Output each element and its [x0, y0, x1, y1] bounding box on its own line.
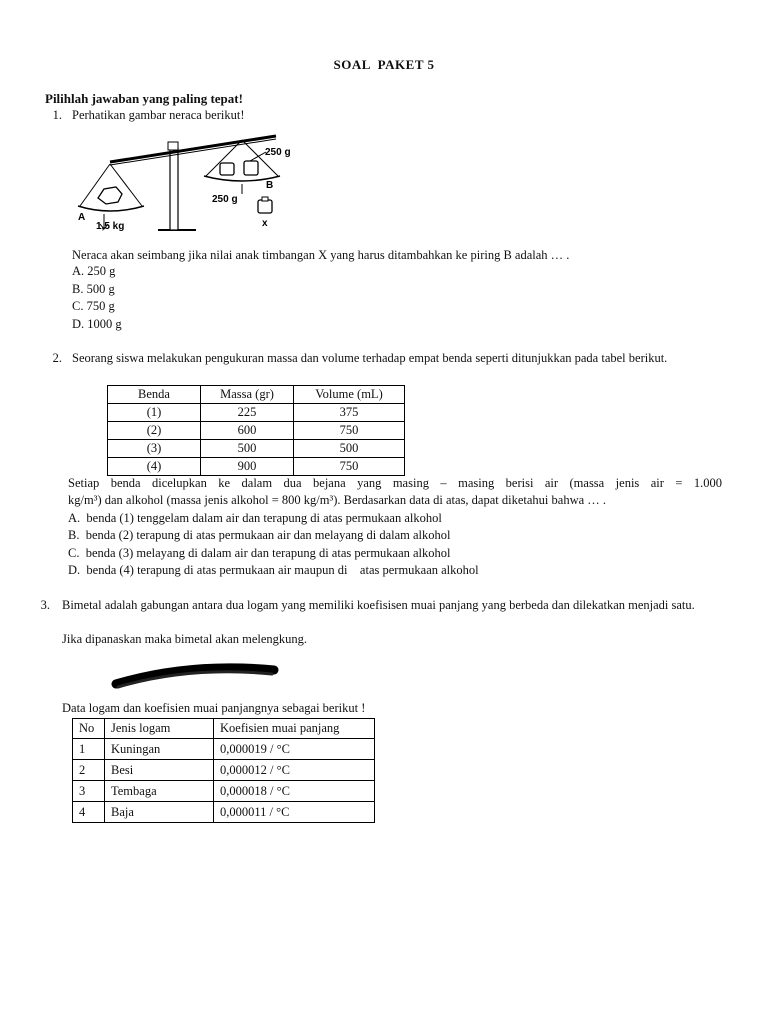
weight-b-2 [244, 161, 258, 175]
table-cell: 225 [201, 404, 294, 422]
table-header: Volume (mL) [294, 386, 405, 404]
q3-prompt-2: Jika dipanaskan maka bimetal akan melengkung. [62, 632, 308, 646]
weight-x-handle [262, 197, 268, 201]
q2-option-a: A. benda (1) tenggelam dalam air dan terapung di atas permukaan alkohol [68, 511, 442, 525]
table-header: Benda [108, 386, 201, 404]
table-row [108, 404, 405, 422]
table-header-row [73, 719, 375, 739]
table-header: Jenis logam [105, 719, 214, 739]
table-cell: 0,000019 / °C [214, 739, 375, 760]
table-cell: (3) [108, 440, 201, 458]
table-cell: 2 [73, 760, 105, 781]
q1-option-b: B. 500 g [72, 282, 115, 296]
q2-option-d: D. benda (4) terapung di atas permukaan air maupun di atas permukaan alkohol [68, 563, 479, 577]
table-row [73, 739, 375, 760]
q1-option-d: D. 1000 g [72, 317, 122, 331]
q2-option-c: C. benda (3) melayang di dalam air dan terapung di atas permukaan alkohol [68, 546, 451, 560]
table-row [73, 781, 375, 802]
table-cell: 500 [201, 440, 294, 458]
table-cell: (4) [108, 458, 201, 476]
label-a: A [78, 212, 86, 223]
table-header: No [73, 719, 105, 739]
instruction: Pilihlah jawaban yang paling tepat! [45, 91, 243, 106]
balance-scale-figure [70, 128, 320, 236]
q1-option-a: A. 250 g [72, 264, 116, 278]
label-1-5kg: 1,5 kg [96, 221, 125, 232]
table-cell: (2) [108, 422, 201, 440]
table-cell: 500 [294, 440, 405, 458]
q2-option-b: B. benda (2) terapung di atas permukaan air dan melayang di dalam alkohol [68, 528, 451, 542]
table-cell: (1) [108, 404, 201, 422]
scale-post [170, 148, 178, 230]
table-cell: Baja [105, 802, 214, 823]
table-header: Koefisien muai panjang [214, 719, 375, 739]
table-header-row [108, 386, 405, 404]
q2-question-line2: kg/m³) dan alkohol (massa jenis alkohol = 800 kg/m³). Berdasarkan data di atas, dapat diketahui bahwa … . [68, 493, 607, 507]
table-row [108, 458, 405, 476]
table-cell: 0,000012 / °C [214, 760, 375, 781]
q3-prompt: Bimetal adalah gabungan antara dua logam yang memiliki koefisisen muai panjang yang berbeda dan dilekatkan menjadi satu. [62, 598, 695, 612]
table-cell: 375 [294, 404, 405, 422]
table-cell: 1 [73, 739, 105, 760]
table-row [108, 422, 405, 440]
table-cell: 0,000011 / °C [214, 802, 375, 823]
label-b: B [266, 180, 274, 191]
table-cell: 4 [73, 802, 105, 823]
label-x: x [262, 218, 268, 229]
table-cell: Besi [105, 760, 214, 781]
scale-pivot [168, 142, 178, 150]
q3-number: 3. [40, 598, 50, 612]
q1-question: Neraca akan seimbang jika nilai anak timbangan X yang harus ditambahkan ke piring B adalah … . [72, 248, 570, 262]
page-title: SOAL PAKET 5 [333, 57, 435, 72]
q2-number: 2. [52, 351, 62, 365]
table-row [73, 760, 375, 781]
table-cell: 900 [201, 458, 294, 476]
q2-question-line1: Setiap benda dicelupkan ke dalam dua bejana yang masing – masing berisi air (massa jenis air = 1.000 [68, 476, 722, 490]
table-header: Massa (gr) [201, 386, 294, 404]
q1-prompt: Perhatikan gambar neraca berikut! [72, 108, 245, 122]
q2-table [107, 385, 405, 476]
q1-number: 1. [52, 108, 62, 122]
q2-prompt: Seorang siswa melakukan pengukuran massa dan volume terhadap empat benda seperti ditunjukkan pada tabel berikut. [72, 351, 668, 365]
table-cell: 750 [294, 422, 405, 440]
rock-mass-a [98, 187, 122, 204]
table-cell: Tembaga [105, 781, 214, 802]
table-cell: 3 [73, 781, 105, 802]
table-cell: 600 [201, 422, 294, 440]
bimetal-strip-figure [110, 660, 280, 692]
table-row [108, 440, 405, 458]
weight-b-1 [220, 163, 234, 175]
table-cell: 750 [294, 458, 405, 476]
label-250g-top: 250 g [265, 147, 291, 158]
label-250g-under: 250 g [212, 194, 238, 205]
table-cell: 0,000018 / °C [214, 781, 375, 802]
q3-table-intro: Data logam dan koefisien muai panjangnya sebagai berikut ! [62, 701, 366, 715]
weight-x [258, 200, 272, 213]
pointer-weight-b [250, 152, 266, 161]
pan-a [78, 206, 144, 211]
q3-table [72, 718, 375, 823]
table-cell: Kuningan [105, 739, 214, 760]
q1-option-c: C. 750 g [72, 299, 115, 313]
table-row [73, 802, 375, 823]
